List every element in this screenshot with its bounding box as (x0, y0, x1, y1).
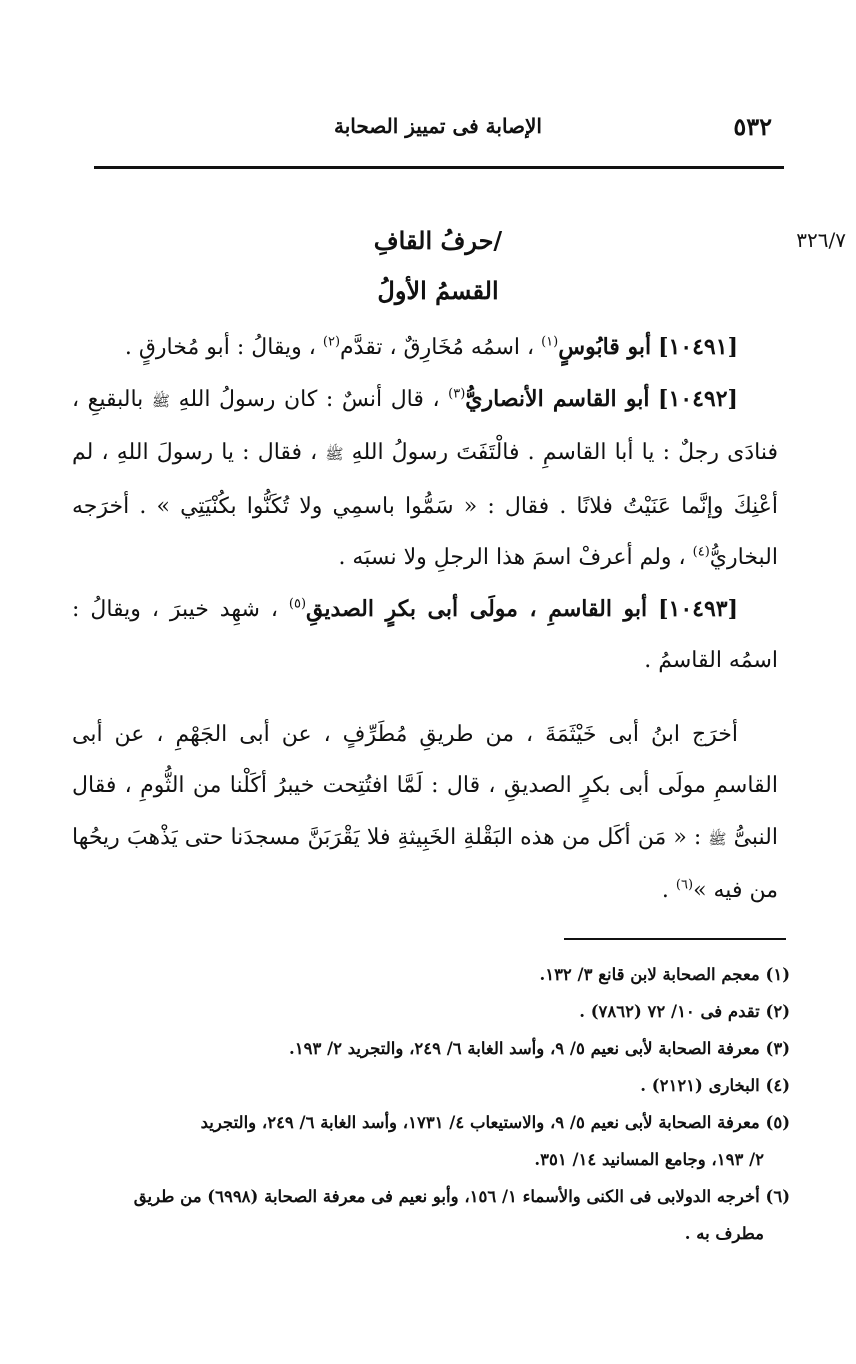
entry-text: ، شهِد خيبرَ ، ويقالُ : اسمُه القاسمُ . (72, 596, 778, 673)
main-text (72, 322, 778, 917)
entry-number: [١٠٤٩٣] (658, 595, 739, 622)
footnote (68, 1030, 790, 1067)
page-header (96, 112, 780, 152)
footnote-continuation: ٢/ ١٩٣، وجامع المسانيد ١٤/ ٣٥١. (534, 1150, 764, 1169)
footnote-marker: (١) (541, 334, 559, 350)
entry-text: ، ويقالُ : أبو مُخارقٍ . (124, 335, 316, 360)
footnote-marker: (٥) (288, 596, 307, 612)
footnote-text: معجم الصحابة لابن قانع ٣/ ١٣٢. (539, 965, 760, 984)
footnote-text: البخارى (٢١٢١) . (640, 1076, 760, 1095)
narration-paragraph (72, 709, 778, 917)
entry-name: أبو قابُوسٍ (558, 334, 652, 360)
footnote (68, 1104, 790, 1178)
footnote-continuation: مطرف به . (684, 1224, 764, 1243)
footnote-number: (١) (765, 965, 790, 984)
section-heading: القسمُ الأولُ (377, 276, 499, 305)
footnote (68, 1178, 790, 1252)
margin-reference: ٣٢٦/٧ (796, 228, 846, 252)
entry-text: بالبقيعِ ، فنادَى رجلٌ : يا أبا القاسمِ . فالْتَفَتَ رسولُ اللهِ (72, 386, 778, 465)
narration-text: أخرَج ابنُ أبى خَيْثَمَةَ ، من طريقِ مُطَرِّفٍ ، عن أبى الجَهْمِ ، عن أبى القاسمِ مولَى أبى بكرٍ الصديقِ ، قال : لَمَّا افتُتِحت خيبرُ أكَلْنا من الثُّومِ ، فقال النبىُّ (72, 721, 778, 850)
running-title: الإصابة فى تمييز الصحابة (334, 114, 542, 138)
footnote (68, 993, 790, 1030)
page-number: ٥٣٢ (733, 112, 772, 141)
entry-10491 (72, 322, 778, 374)
chapter-heading: /حرفُ القافِ (373, 226, 503, 255)
entry-name: أبو القاسمِ ، مولَى أبى بكرٍ الصديقِ (306, 595, 648, 622)
footnote-number: (٤) (765, 1076, 790, 1095)
salutation-glyph: ﷺ (708, 829, 727, 848)
entry-10492 (72, 374, 778, 584)
footnote-text: تقدم فى ١٠/ ٧٢ (٧٨٦٢) . (579, 1002, 760, 1021)
footnote (68, 1067, 790, 1104)
footnote-marker: (٦) (675, 877, 694, 893)
entry-text: ، اسمُه مُخَارِقٌ ، تقدَّم (340, 335, 535, 360)
salutation-glyph: ﷺ (325, 445, 344, 463)
entry-text: ، قال أنسٌ : كان رسولُ اللهِ (178, 386, 440, 412)
footnote-number: (٦) (765, 1187, 790, 1206)
salutation-glyph: ﷺ (151, 391, 170, 410)
footnote-number: (٥) (765, 1113, 790, 1132)
entry-number: [١٠٤٩٢] (658, 385, 738, 412)
footnote (68, 956, 790, 993)
narration-text: . (661, 878, 669, 903)
footnotes (68, 956, 790, 1252)
footnote-text: معرفة الصحابة لأبى نعيم ٥/ ٩، والاستيعاب ٤/ ١٧٣١، وأسد الغابة ٦/ ٢٤٩، والتجريد (200, 1113, 760, 1132)
header-rule (94, 166, 784, 169)
footnote-marker: (٢) (322, 334, 341, 350)
narration-text: : « مَن أكَل من هذه البَقْلةِ الخَبِيثةِ فلا يَقْرَبَنَّ مسجدَنا حتى يَذْهبَ ريحُها من فيه » (72, 824, 778, 903)
footnote-number: (٣) (765, 1039, 790, 1058)
footnote-rule (564, 938, 786, 940)
footnote-marker: (٤) (692, 544, 710, 560)
footnote-marker: (٣) (448, 386, 466, 402)
entry-text: ، فقال : يا رسولَ اللهِ ، لم أعْنِكَ وإنَّما عَنَيْتُ فلانًا . فقال : « سَمُّوا باسمِي ولا تُكَنُّوا بكُنْيَتِي » . أخرَجه البخاريُّ (72, 440, 778, 570)
footnote-text: أخرجه الدولابى فى الكنى والأسماء ١/ ١٥٦، وأبو نعيم فى معرفة الصحابة (٦٩٩٨) من طريق (133, 1187, 760, 1206)
footnote-number: (٢) (765, 1002, 790, 1021)
entry-text: ، ولم أعرفْ اسمَ هذا الرجلِ ولا نسبَه . (338, 545, 686, 570)
entry-name: أبو القاسم الأنصاريُّ (465, 385, 650, 412)
entry-number: [١٠٤٩١] (658, 334, 738, 360)
footnote-text: معرفة الصحابة لأبى نعيم ٥/ ٩، وأسد الغابة ٦/ ٢٤٩، والتجريد ٢/ ١٩٣. (289, 1039, 760, 1058)
entry-10493 (72, 584, 778, 687)
